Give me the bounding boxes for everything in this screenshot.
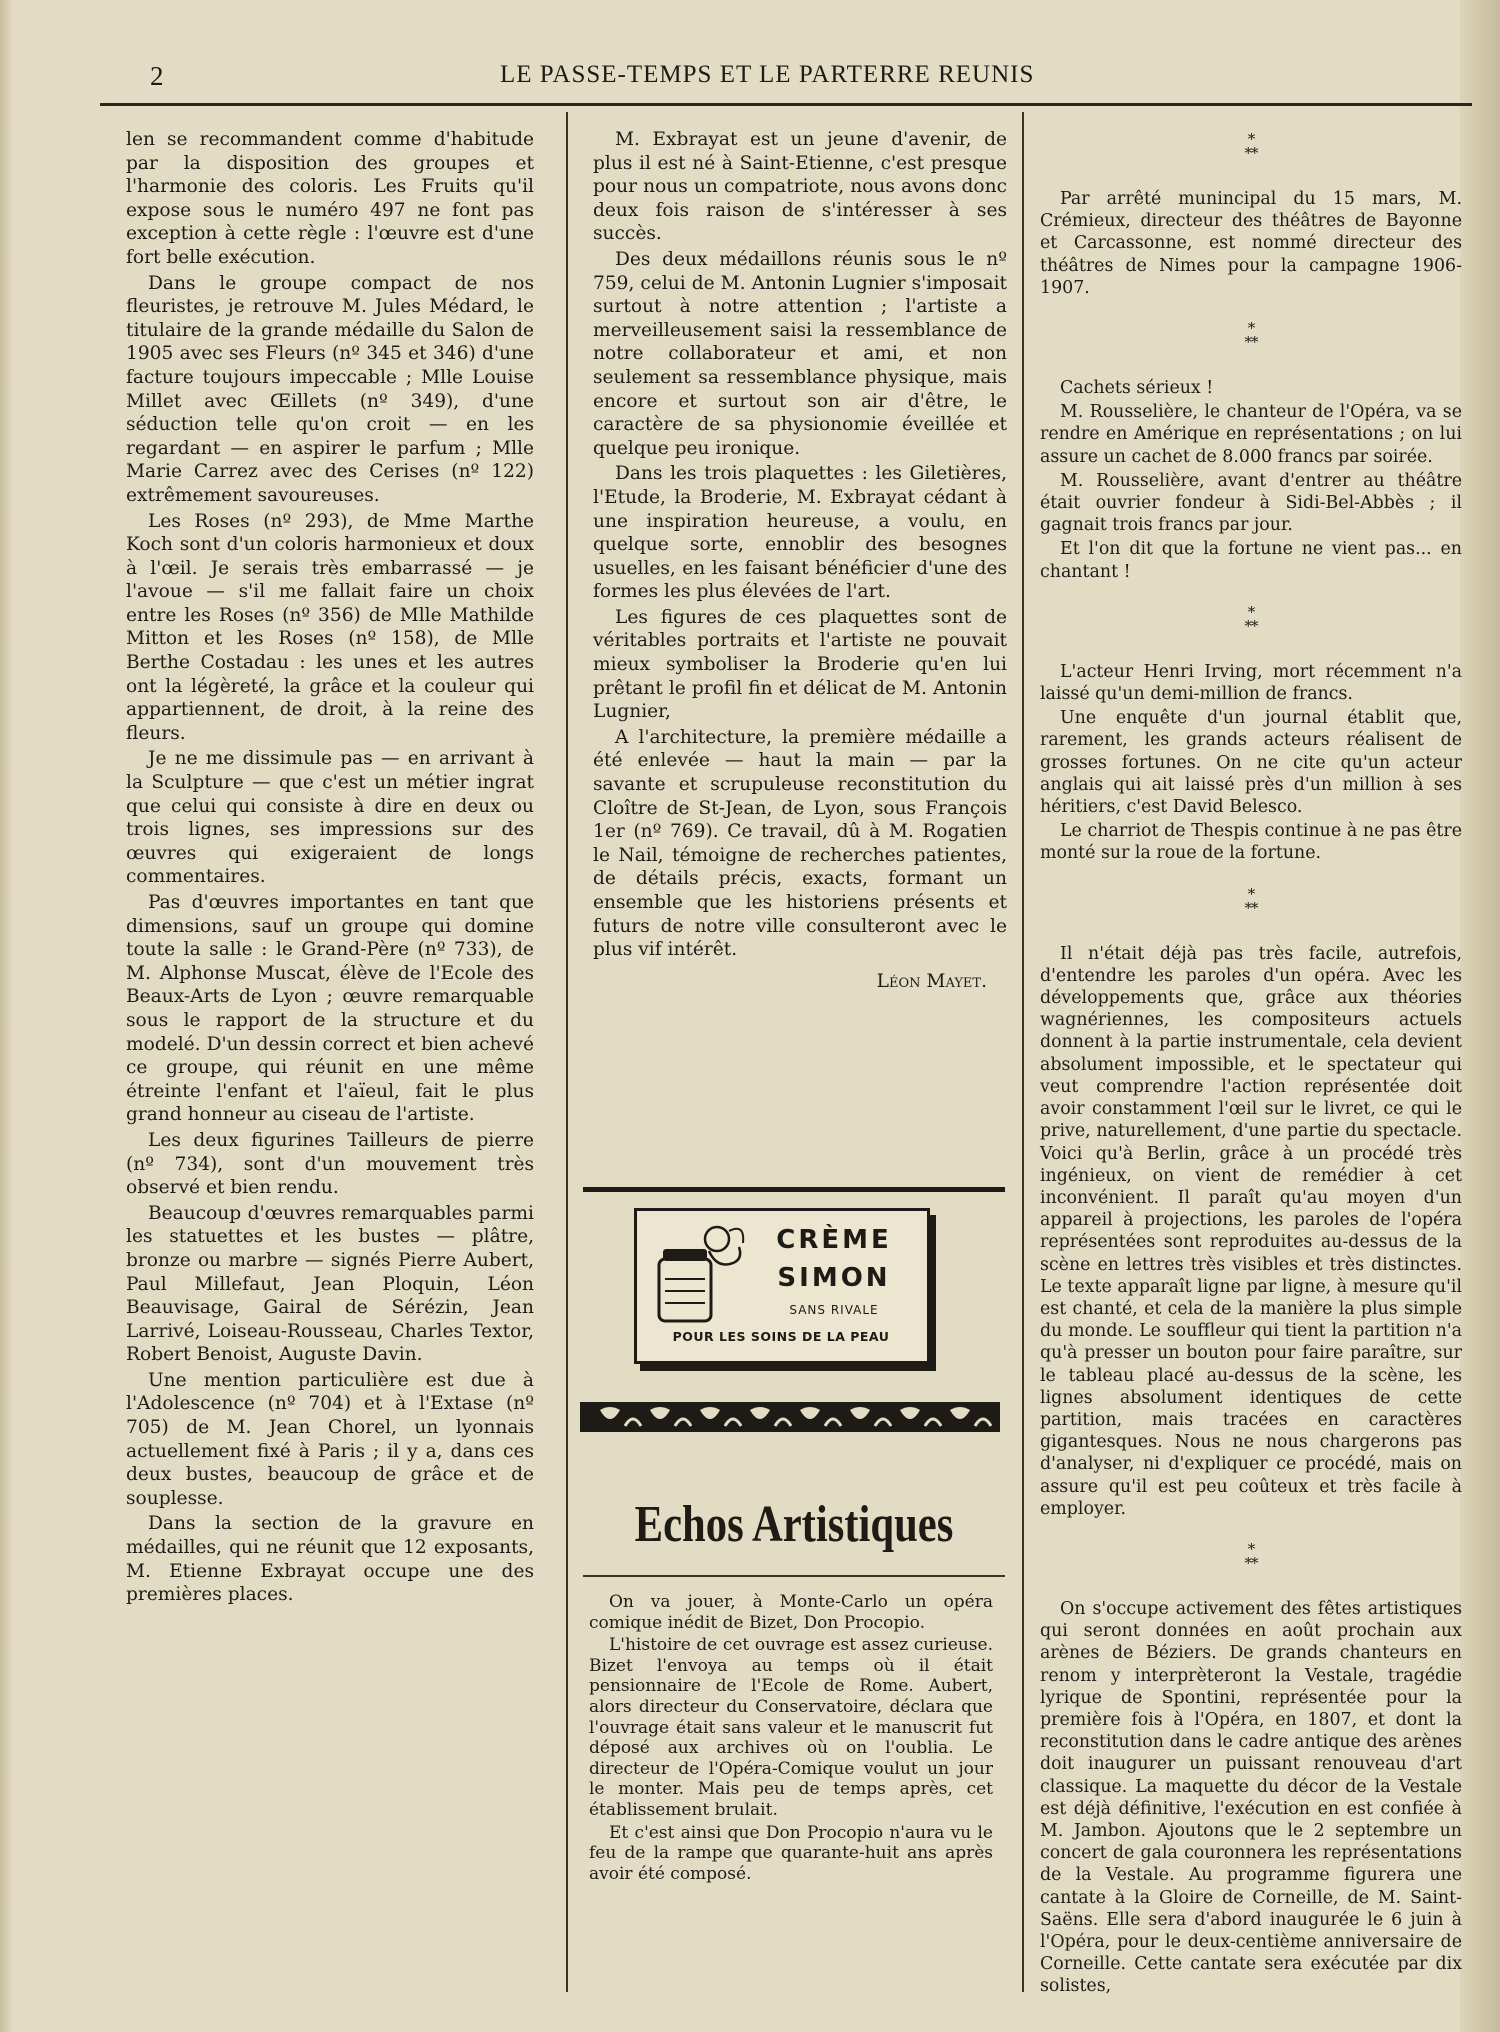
news-item: Cachets sérieux ! bbox=[1060, 378, 1214, 399]
news-item: Il n'était déjà pas très facile, autrefois, d'entendre les paroles d'un opéra. Avec les développements que, grâce aux théories wagnériennes, les compositeurs actuels donnent à la partie instrumentale, cela devient absolument impossible, et le spectateur qui veut comprendre l'action représentée doit avoir constamment l'œil sur le livret, ce qui le prive, naturellement, d'une partie du spectacle. Voici qu'à Berlin, grâce à un procédé très ingénieux, on vient de remédier à cet inconvénient. Il paraît qu'au moyen d'un appareil à projections, les paroles de l'opéra représentées sont reproduites au-dessus de la scène en lettres très visibles et très distinctes. Le texte apparaît ligne par ligne, à mesure qu'il est chanté, et cela de la manière la plus simple du monde. Le souffleur qui tient la partition n'a qu'à presser un bouton pour faire paraître, sur le tableau placé au-dessus de la scène, les lignes absolument identiques de cette partition, mais tracées en caractères gigantesques. Nous ne nous chargerons pas d'analyser, ni d'expliquer ce procédé, mais on assure qu'il est peu coûteux et très facile à employer. bbox=[1040, 943, 1462, 1519]
article-paragraph: A l'architecture, la première médaille a été enlevée — haut la main — par la savante et scrupuleuse reconstitution du Cloître de St-Jean, de Lyon, sous François 1er (nº 769). Ce travail, dû à M. Rogatien le Nail, témoigne de recherches patientes, de détails précis, exacts, formant un ensemble que les historiens présents et futurs de notre ville consulteront avec le plus vif intérêt. bbox=[593, 726, 1007, 961]
ad-brand-line-1: CRÈME bbox=[776, 1225, 892, 1255]
floral-ornament-band-icon bbox=[580, 1388, 1000, 1448]
column-divider-2 bbox=[1022, 112, 1024, 1992]
header-rule bbox=[100, 103, 1472, 106]
article-paragraph: Les figures de ces plaquettes sont de véritables portraits et l'artiste ne pouvait mieux symboliser la Broderie qu'en lui prêtant le profil fin et délicat de M. Antonin Lugnier, bbox=[593, 606, 1007, 723]
page-gutter bbox=[0, 0, 14, 2032]
article-paragraph: Les Roses (nº 293), de Mme Marthe Koch sont d'un coloris harmonieux et doux à l'œil. Je serais très embarrassé — je l'avoue — s'il me fallait faire un choix entre les Roses (nº 356) de Mlle Mathilde Mitton et les Roses (nº 158), de Mlle Berthe Costadau : les unes et les autres ont la légèreté, la grâce et la couleur qui appartiennent, de droit, à la reine des fleurs. bbox=[126, 510, 534, 744]
creme-simon-advertisement bbox=[634, 1208, 930, 1364]
article-paragraph: Dans la section de la gravure en médailles, qui ne réunit que 12 exposants, M. Etienne Exbrayat occupe une des premières places. bbox=[126, 1513, 534, 1606]
article-paragraph: Une mention particulière est due à l'Adolescence (nº 704) et à l'Extase (nº 705) de M. Jean Chorel, un lyonnais actuellement fixé à Paris ; il y a, dans ces deux bustes, beaucoup de grâce et de souplesse. bbox=[126, 1369, 534, 1509]
article-paragraph: Dans les trois plaquettes : les Giletières, l'Etude, la Broderie, M. Exbrayat cédant à une inspiration heureuse, a voulu, en quelque sorte, ennoblir des besognes usuelles, en les faisant bénéficier d'une des formes les plus élevées de l'art. bbox=[593, 463, 1007, 603]
news-item: Une enquête d'un journal établit que, rarement, les grands acteurs réalisent de grosses fortunes. On ne cite qu'un acteur anglais qui ait laissé près d'un million à ses héritiers, c'est David Belesco. bbox=[1040, 708, 1462, 818]
article-paragraph: len se recommandent comme d'habitude par la disposition des groupes et l'harmonie des coloris. Les Fruits qu'il expose sous le numéro 497 ne font pas exception à cette règle : l'œuvre est d'une fort belle exécution. bbox=[126, 129, 534, 268]
news-item: Et l'on dit que la fortune ne vient pas... en chantant ! bbox=[1040, 539, 1462, 582]
ad-tagline: SANS RIVALE bbox=[789, 1303, 879, 1317]
journal-title: LE PASSE-TEMPS ET LE PARTERRE REUNIS bbox=[500, 61, 1035, 88]
ad-slogan: POUR LES SOINS DE LA PEAU bbox=[672, 1329, 890, 1344]
article-signature: Léon Mayet. bbox=[876, 970, 987, 992]
news-item: L'acteur Henri Irving, mort récemment n'a laissé qu'un demi-million de francs. bbox=[1040, 661, 1462, 705]
ad-top-rule bbox=[583, 1187, 1005, 1192]
article-paragraph: M. Exbrayat est un jeune d'avenir, de plus il est né à Saint-Etienne, c'est presque pour nous un compatriote, nous avons donc deux fois raison de s'intéresser à ses succès. bbox=[593, 129, 1007, 245]
cream-jar-illustration-icon bbox=[645, 1219, 749, 1329]
article-paragraph: Je ne me dissimule pas — en arrivant à la Sculpture — que c'est un métier ingrat que celui qui consiste à dire en deux ou trois lignes, ses impressions sur des œuvres qui exigeraient de longs commentaires. bbox=[126, 748, 534, 888]
news-item: On s'occupe activement des fêtes artistiques qui seront données en août prochain aux arènes de Béziers. De grands chanteurs en renom y interprèteront la Vestale, tragédie lyrique de Spontini, représentée pour la première fois à l'Opéra, en 1807, et dont la reconstitution dans le cadre antique des arènes doit inaugurer un puissant renouveau d'art classique. La maquette du décor de la Vestale est déjà définitive, l'exécution en est confiée à M. Jambon. Ajoutons que le 2 septembre un concert de gala couronnera les représentations de la Vestale. Au programme figurera une cantate à la Gloire de Corneille, de M. Saint-Saëns. Elle sera d'abord inaugurée le 6 juin à l'Opéra, pour le deux-centième anniversaire de Corneille. Cette cantate sera exécutée par dix solistes, bbox=[1040, 1598, 1462, 1997]
news-item: Par arrêté munincipal du 15 mars, M. Crémieux, directeur des théâtres de Bayonne et Carcassonne, est nommé directeur des théâtres de Nimes pour la campagne 1906-1907. bbox=[1040, 189, 1462, 298]
section-title-echos: Echos Artistiques bbox=[634, 1496, 954, 1553]
article-column-2 bbox=[593, 128, 1007, 993]
echos-paragraph: On va jouer, à Monte-Carlo un opéra comique inédit de Bizet, Don Procopio. bbox=[589, 1592, 993, 1633]
article-paragraph: Les deux figurines Tailleurs de pierre (nº 734), sont d'un mouvement très observé et bien rendu. bbox=[126, 1129, 534, 1199]
news-item: M. Rousselière, le chanteur de l'Opéra, va se rendre en Amérique en représentations ; on lui assure un cachet de 8.000 francs par soirée. bbox=[1040, 402, 1462, 467]
echos-paragraph: Et c'est ainsi que Don Procopio n'aura vu le feu de la rampe que quarante-huit ans après avoir été composé. bbox=[589, 1822, 993, 1884]
news-item: Le charriot de Thespis continue à ne pas être monté sur la roue de la fortune. bbox=[1040, 821, 1462, 864]
article-paragraph: Des deux médaillons réunis sous le nº 759, celui de M. Antonin Lugnier s'imposait surtout à notre attention ; l'artiste a merveilleusement saisi la ressemblance de notre collaborateur et ami, et non seulement sa ressemblance physique, mais encore et surtout son air d'être, le caractère de sa physionomie éveillée et quelque peu ironique. bbox=[593, 248, 1007, 459]
page-number: 2 bbox=[150, 61, 165, 91]
article-column-1 bbox=[126, 128, 534, 1609]
asterism-separator: * ** bbox=[1244, 319, 1258, 352]
asterism-separator: * ** bbox=[1244, 1539, 1258, 1572]
echos-paragraph: L'histoire de cet ouvrage est assez curieuse. Bizet l'envoya au temps où il était pensionnaire de l'Ecole de Rome. Aubert, alors directeur du Conservatoire, déclara que l'ouvrage était sans valeur et le manuscrit fut déposé aux archives où on l'oublia. Le directeur de l'Opéra-Comique voulut un jour le monter. Mais peu de temps après, cet établissement brulait. bbox=[589, 1635, 993, 1820]
asterism-separator: * ** bbox=[1244, 602, 1258, 635]
news-item: M. Rousselière, avant d'entrer au théâtre était ouvrier fondeur à Sidi-Bel-Abbès ; il gagnait trois francs par jour. bbox=[1040, 470, 1462, 536]
asterism-separator: * ** bbox=[1244, 884, 1258, 917]
page-edge bbox=[1460, 0, 1500, 2032]
ad-brand-line-2: SIMON bbox=[777, 1263, 891, 1293]
article-paragraph: Beaucoup d'œuvres remarquables parmi les statuettes et les bustes — plâtre, bronze ou marbre — signés Pierre Aubert, Paul Millefaut, Jean Ploquin, Léon Beauvisage, Gairal de Sérézin, Jean Larrivé, Loiseau-Rousseau, Charles Textor, Robert Benoist, Auguste Davin. bbox=[126, 1202, 534, 1366]
column-divider-1 bbox=[566, 112, 568, 1992]
page-header bbox=[100, 55, 1480, 95]
echos-artistiques-text bbox=[589, 1592, 993, 1886]
article-paragraph: Dans le groupe compact de nos fleuristes, je retrouve M. Jules Médard, le titulaire de la grande médaille du Salon de 1905 avec ses Fleurs (nº 345 et 346) d'une facture toujours impeccable ; Mlle Louise Millet avec Œillets (nº 349), d'une séduction telle qu'on croit — en les regardant — en aspirer le parfum ; Mlle Marie Carrez avec des Cerises (nº 122) extrêmement savoureuses. bbox=[126, 272, 534, 506]
asterism-separator: * ** bbox=[1244, 130, 1258, 162]
news-column-3 bbox=[1040, 128, 1462, 2000]
article-paragraph: Pas d'œuvres importantes en tant que dimensions, sauf un groupe qui domine toute la salle : le Grand-Père (nº 733), de M. Alphonse Muscat, élève de l'Ecole des Beaux-Arts de Lyon ; œuvre remarquable sous le rapport de la structure et du modelé. D'un dessin correct et bien achevé ce groupe, qui réunit en une même étreinte l'enfant et l'aïeul, fait le plus grand honneur au ciseau de l'artiste. bbox=[126, 892, 534, 1126]
echos-title-rule bbox=[583, 1575, 1005, 1577]
